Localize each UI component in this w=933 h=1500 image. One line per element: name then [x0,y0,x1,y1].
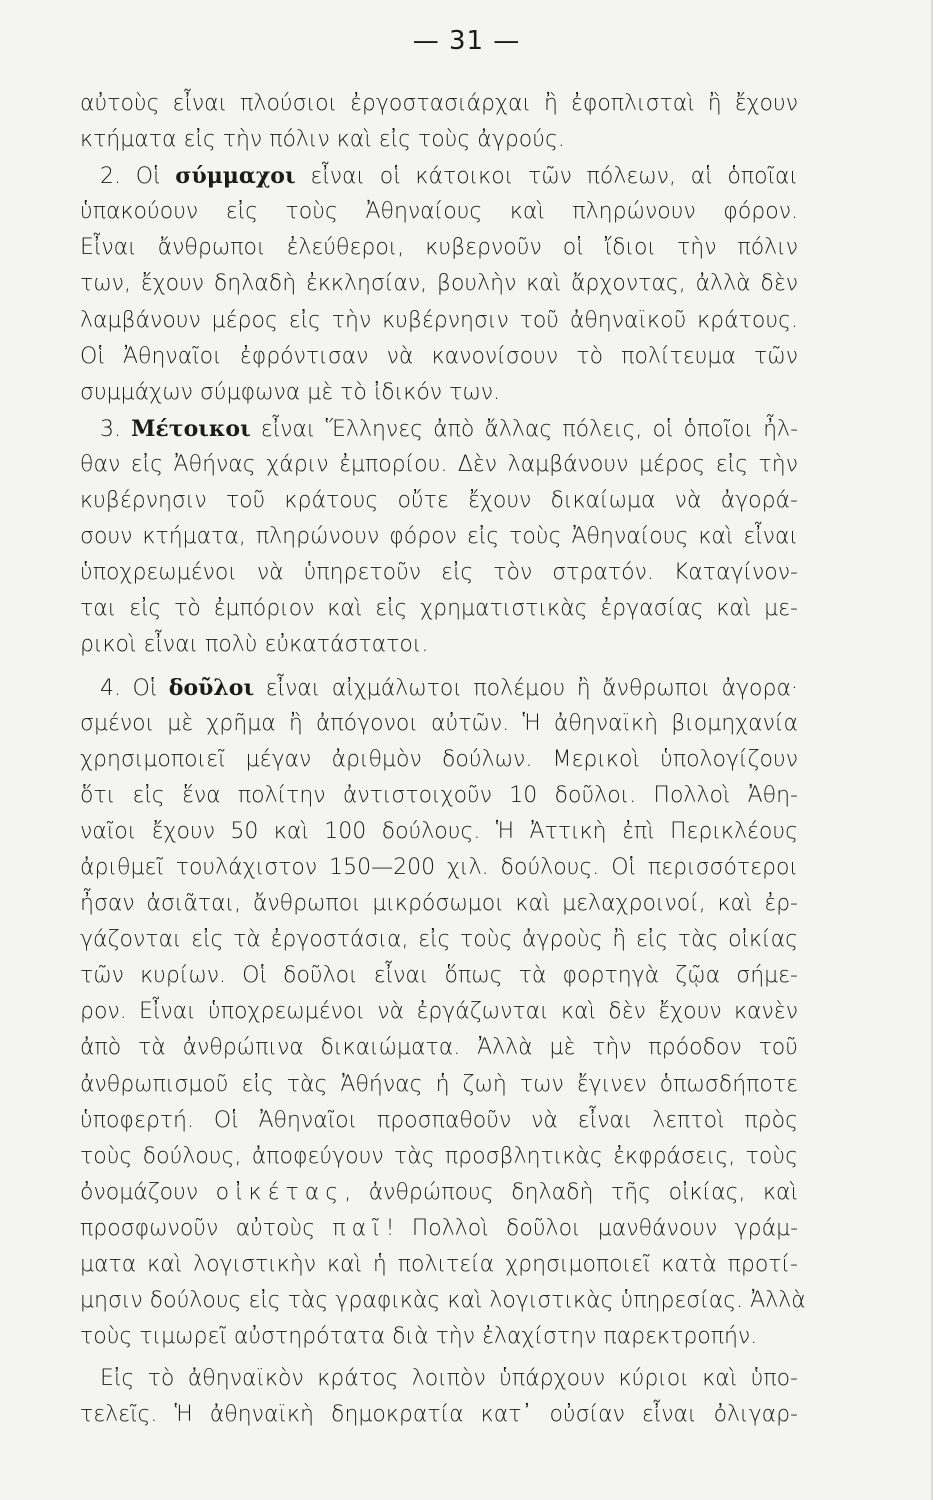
line-suffix: εἶναι οἱ κάτοικοι τῶν πόλεων, αἱ ὁποῖαι [295,164,798,190]
text-line [80,1211,798,1247]
text-line: ναῖοι ἔχουν 50 καὶ 100 δούλους. Ἡ Ἀττικὴ ἐπὶ Περικλέους [80,818,798,844]
defined-term: Μέτοικοι [131,415,251,442]
text-line: ἀνθρωπισμοῦ εἰς τὰς Ἀθήνας ἡ ζωὴ των ἔγινεν ὁπωσδήποτε [80,1071,798,1097]
text-line: χρησιμοποιεῖ μέγαν ἀριθμὸν δούλων. Μερικοὶ ὑπολογίζουν [80,746,798,772]
defined-term: δοῦλοι [168,674,255,701]
text-line: κτήματα εἰς τὴν πόλιν καὶ εἰς τοὺς ἀγρούς. [80,127,565,153]
defined-term: σύμμαχοι [175,163,296,190]
text-line: ται εἰς τὸ ἐμπόριον καὶ εἰς χρηματιστικὰς ἐργασίας καὶ με- [80,596,798,622]
line-prefix: ὀνομάζουν [80,1179,216,1205]
text-line: ὑποφερτή. Οἱ Ἀθηναῖοι προσπαθοῦν νὰ εἶναι λεπτοὶ πρὸς [80,1107,798,1133]
text-line: ρον. Εἶναι ὑποχρεωμένοι νὰ ἐργάζωνται καὶ δὲν ἔχουν κανὲν [80,999,798,1025]
text-line [80,670,798,706]
text-line [80,411,798,447]
page-number: — 31 — [412,26,521,56]
text-line: ρικοὶ εἶναι πολὺ εὐκατάστατοι. [80,632,429,658]
text-line [80,158,798,194]
text-line: τῶν κυρίων. Οἱ δοῦλοι εἶναι ὅπως τὰ φορτηγὰ ζῷα σήμε- [80,963,798,989]
text-line: σουν κτήματα, πληρώνουν φόρον εἰς τοὺς Ἀθηναίους καὶ εἶναι [80,524,798,550]
text-line: Οἱ Ἀθηναῖοι ἐφρόντισαν νὰ κανονίσουν τὸ πολίτευμα τῶν [80,343,798,369]
text-line: λαμβάνουν μέρος εἰς τὴν κυβέρνησιν τοῦ ἀθηναϊκοῦ κράτους. [80,307,798,333]
text-line: ἦσαν ἀσιᾶται, ἄνθρωποι μικρόσωμοι καὶ μελαχροινοί, καὶ ἐρ- [80,891,798,917]
text-line: ἀπὸ τὰ ἀνθρώπινα δικαιώματα. Ἀλλὰ μὲ τὴν πρόοδον τοῦ [80,1035,798,1061]
text-line: σμένοι μὲ χρῆμα ἢ ἀπόγονοι αὐτῶν. Ἡ ἀθηναϊκὴ βιομηχανία [80,710,798,736]
line-prefix: 4. Οἱ [100,675,169,701]
line-prefix: προσφωνοῦν αὐτοὺς [80,1215,333,1241]
body-text [80,86,806,1433]
line-prefix: 3. [100,416,132,442]
line-suffix: εἶναι Ἕλληνες ἀπὸ ἄλλας πόλεις, οἱ ὁποῖοι ἦλ- [250,416,799,442]
text-line: κυβέρνησιν τοῦ κράτους οὔτε ἔχουν δικαίωμα νὰ ἀγορά- [80,488,798,514]
text-line: ἀριθμεῖ τουλάχιστον 150—200 χιλ. δούλους. Οἱ περισσότεροι [80,854,798,880]
text-line: ματα καὶ λογιστικὴν καὶ ἡ πολιτεία χρησιμοποιεῖ κατὰ προτί- [80,1252,798,1277]
line-suffix: ! Πολλοὶ δοῦλοι μανθάνουν γράμ- [385,1215,799,1241]
text-line: Εἶναι ἄνθρωποι ἐλεύθεροι, κυβερνοῦν οἱ ἴδιοι τὴν πόλιν [80,235,798,261]
text-line: μησιν δούλους εἰς τὰς γραφικὰς καὶ λογιστικὰς ὑπηρεσίας. Ἀλλὰ [80,1288,806,1314]
line-suffix: εἶναι αἰχμάλωτοι πολέμου ἢ ἄνθρωποι ἀγορα· [254,675,798,701]
text-line: αὐτοὺς εἶναι πλούσιοι ἐργοστασιάρχαι ἢ ἐφοπλισταὶ ἢ ἔχουν [80,91,798,116]
text-line: θαν εἰς Ἀθήνας χάριν ἐμπορίου. Δὲν λαμβάνουν μέρος εἰς τὴν [80,451,798,477]
text-line: τοὺς τιμωρεῖ αὐστηρότατα διὰ τὴν ἐλαχίστην παρεκτροπήν. [80,1324,758,1350]
line-prefix: 2. Οἱ [100,164,176,190]
text-line: ὑποχρεωμένοι νὰ ὑπηρετοῦν εἰς τὸν στρατόν. Καταγίνον- [80,560,798,586]
text-line: γάζονται εἰς τὰ ἐργοστάσια, εἰς τοὺς ἀγροὺς ἢ εἰς τὰς οἰκίας [80,927,798,953]
text-line: συμμάχων σύμφωνα μὲ τὸ ἰδικόν των. [80,379,501,405]
text-line [80,1175,798,1211]
text-line: ὅτι εἰς ἕνα πολίτην ἀντιστοιχοῦν 10 δοῦλοι. Πολλοὶ Ἀθη- [80,782,798,808]
text-line: των, ἔχουν δηλαδὴ ἐκκλησίαν, βουλὴν καὶ ἄρχοντας, ἀλλὰ δὲν [80,271,798,297]
spaced-word: οἰκέτας [215,1179,345,1205]
text-line: ὑπακούουν εἰς τοὺς Ἀθηναίους καὶ πληρώνουν φόρον. [80,199,798,225]
text-line: τελεῖς. Ἡ ἀθηναϊκὴ δημοκρατία κατ᾽ οὐσίαν εἶναι ὀλιγαρ- [80,1402,798,1428]
line-suffix: , ἀνθρώπους δηλαδὴ τῆς οἰκίας, καὶ [344,1179,798,1205]
spaced-word: παῖ [332,1215,386,1241]
text-line: τοὺς δούλους, ἀποφεύγουν τὰς προσβλητικὰς ἐκφράσεις, τοὺς [80,1143,798,1169]
text-line: Εἰς τὸ ἀθηναϊκὸν κράτος λοιπὸν ὑπάρχουν κύριοι καὶ ὑπο- [100,1366,798,1392]
